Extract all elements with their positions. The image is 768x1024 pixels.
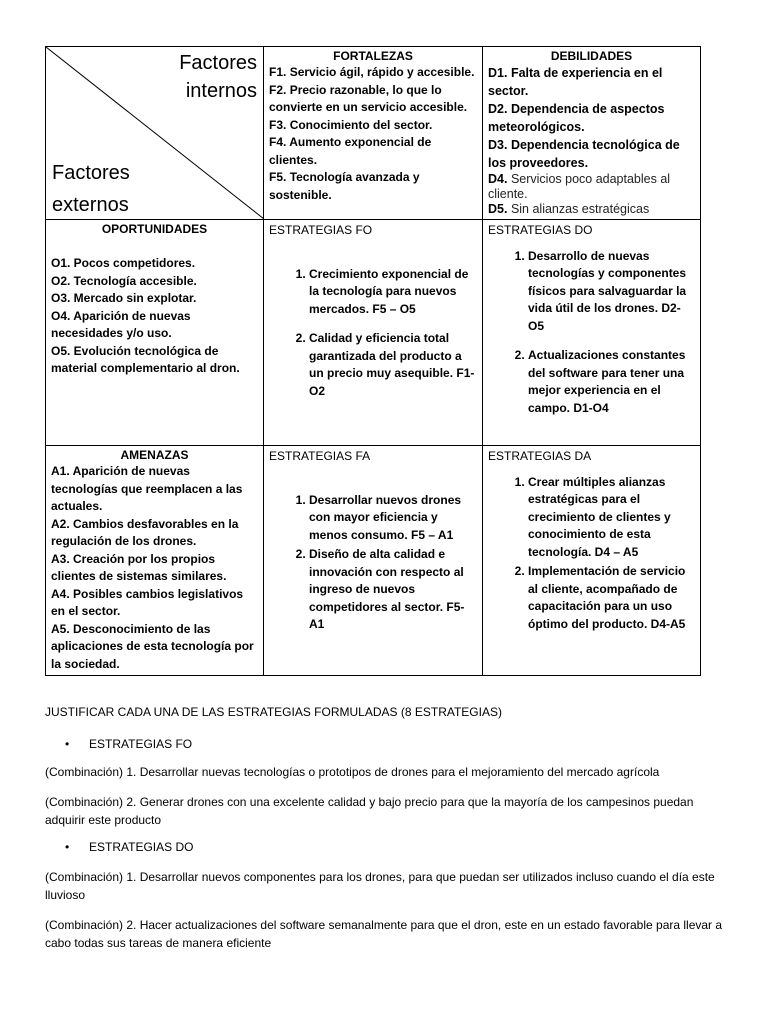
- oportunidad-item: O4. Aparición de nuevas necesidades y/o uso.: [51, 308, 191, 340]
- debilidad-item: D2. Dependencia de aspectos meteorológicos.: [488, 102, 665, 134]
- estrategia-fa-item: 1. Desarrollar nuevos drones con mayor eficiencia y menos consumo. F5 – A1: [309, 492, 477, 545]
- bullet-estrategias-do: [65, 838, 193, 856]
- fortaleza-item: F4. Aumento exponencial de clientes.: [269, 135, 432, 167]
- oportunidades-title: OPORTUNIDADES: [101, 222, 208, 236]
- estrategias-do-list: [488, 248, 695, 418]
- estrategias-da-cell: [483, 446, 701, 676]
- amenaza-item: A5. Desconocimiento de las aplicaciones de esta tecnología por la sociedad.: [51, 621, 254, 671]
- internal-factors-label-2: internos: [185, 80, 257, 102]
- fortalezas-title: FORTALEZAS: [333, 49, 413, 63]
- bullet-icon: •: [65, 737, 70, 751]
- amenaza-item: A4. Posibles cambios legislativos en el sector.: [51, 586, 244, 618]
- estrategias-do-title: ESTRATEGIAS DO: [488, 223, 593, 237]
- estrategia-do-item: 2. Actualizaciones constantes del software para tener una mejor experiencia en el campo. D1-O4: [528, 347, 695, 417]
- external-factors-label: Factores: [52, 162, 130, 184]
- amenaza-item: A1. Aparición de nuevas tecnologías que reemplacen a las actuales.: [51, 464, 243, 513]
- oportunidad-item: O2. Tecnología accesible.: [51, 273, 197, 288]
- oportunidad-item: O5. Evolución tecnológica de material complementario al dron.: [51, 343, 240, 375]
- external-factors-label-2: externos: [52, 194, 129, 216]
- estrategia-da-item: 2. Implementación de servicio al cliente, acompañado de capacitación para un uso óptimo del producto. D4-A5: [528, 563, 695, 633]
- fortaleza-item: F1. Servicio ágil, rápido y accesible.: [269, 65, 475, 79]
- paragraph-do-1: (Combinación) 1. Desarrollar nuevos componentes para los drones, para que puedan ser utilizados incluso cuando el día este lluvioso: [45, 870, 715, 902]
- estrategias-fo-title: ESTRATEGIAS FO: [269, 223, 373, 237]
- estrategia-fo-item: 2. Calidad y eficiencia total garantizada del producto a un precio muy asequible. F1-O2: [309, 330, 477, 400]
- debilidad-item: D4. Servicios poco adaptables al cliente.: [488, 172, 671, 201]
- estrategias-fo-list: [269, 266, 477, 401]
- paragraph-do-2: (Combinación) 2. Hacer actualizaciones del software semanalmente para que el dron, este en un estado favorable para llevar a cabo todas sus tareas de manera eficiente: [45, 918, 723, 950]
- bullet-icon: •: [65, 840, 70, 854]
- bullet-label: ESTRATEGIAS DO: [89, 840, 194, 854]
- fortaleza-item: F3. Conocimiento del sector.: [269, 117, 433, 132]
- swot-matrix: [45, 46, 701, 676]
- oportunidad-item: O1. Pocos competidores.: [51, 256, 196, 270]
- amenaza-item: A3. Creación por los propios clientes de sistemas similares.: [51, 551, 227, 583]
- estrategias-fo-cell: [264, 220, 483, 446]
- oportunidad-item: O3. Mercado sin explotar.: [51, 291, 197, 305]
- estrategias-fa-title: ESTRATEGIAS FA: [269, 449, 371, 463]
- debilidades-title: DEBILIDADES: [550, 49, 633, 63]
- estrategias-do-cell: [483, 220, 701, 446]
- justify-heading: JUSTIFICAR CADA UNA DE LAS ESTRATEGIAS FORMULADAS (8 ESTRATEGIAS): [45, 705, 502, 719]
- amenazas-cell: [46, 446, 264, 676]
- fortaleza-item: F5. Tecnología avanzada y sostenible.: [269, 170, 420, 202]
- amenaza-item: A2. Cambios desfavorables en la regulación de los drones.: [51, 516, 239, 548]
- internal-factors-label: Factores: [179, 52, 257, 74]
- estrategia-do-item: 1. Desarrollo de nuevas tecnologías y componentes físicos para salvaguardar la vida útil de los drones. D2-O5: [528, 248, 695, 336]
- debilidad-item: D1. Falta de experiencia en el sector.: [488, 66, 663, 98]
- debilidad-item: D3. Dependencia tecnológica de los proveedores.: [488, 138, 680, 170]
- debilidad-item: D5. Sin alianzas estratégicas: [488, 202, 650, 216]
- bullet-estrategias-fo: [65, 735, 192, 753]
- estrategia-da-item: 1. Crear múltiples alianzas estratégicas para el crecimiento de clientes y conocimiento de esta tecnología. D4 – A5: [528, 474, 695, 562]
- fortalezas-cell: [264, 47, 483, 220]
- estrategia-fa-item: 2. Diseño de alta calidad e innovación con respecto al ingreso de nuevos competidores al sector. F5-A1: [309, 546, 477, 634]
- estrategia-fo-item: 1. Crecimiento exponencial de la tecnología para nuevos mercados. F5 – O5: [309, 266, 477, 319]
- estrategias-da-title: ESTRATEGIAS DA: [488, 449, 592, 463]
- oportunidades-cell: [46, 220, 264, 446]
- matrix-corner-cell: [46, 47, 264, 220]
- paragraph-fo-1: (Combinación) 1. Desarrollar nuevas tecnologías o prototipos de drones para el mejoramiento del mercado agrícola: [45, 765, 660, 779]
- paragraph-fo-2: (Combinación) 2. Generar drones con una excelente calidad y bajo precio para que la mayoría de los campesinos puedan adquirir este producto: [45, 795, 694, 827]
- amenazas-title: AMENAZAS: [120, 448, 189, 462]
- bullet-label: ESTRATEGIAS FO: [89, 737, 193, 751]
- fortaleza-item: F2. Precio razonable, lo que lo convierte en un servicio accesible.: [269, 82, 468, 114]
- estrategias-fa-cell: [264, 446, 483, 676]
- estrategias-da-list: [488, 474, 695, 634]
- debilidades-cell: [483, 47, 701, 220]
- estrategias-fa-list: [269, 492, 477, 634]
